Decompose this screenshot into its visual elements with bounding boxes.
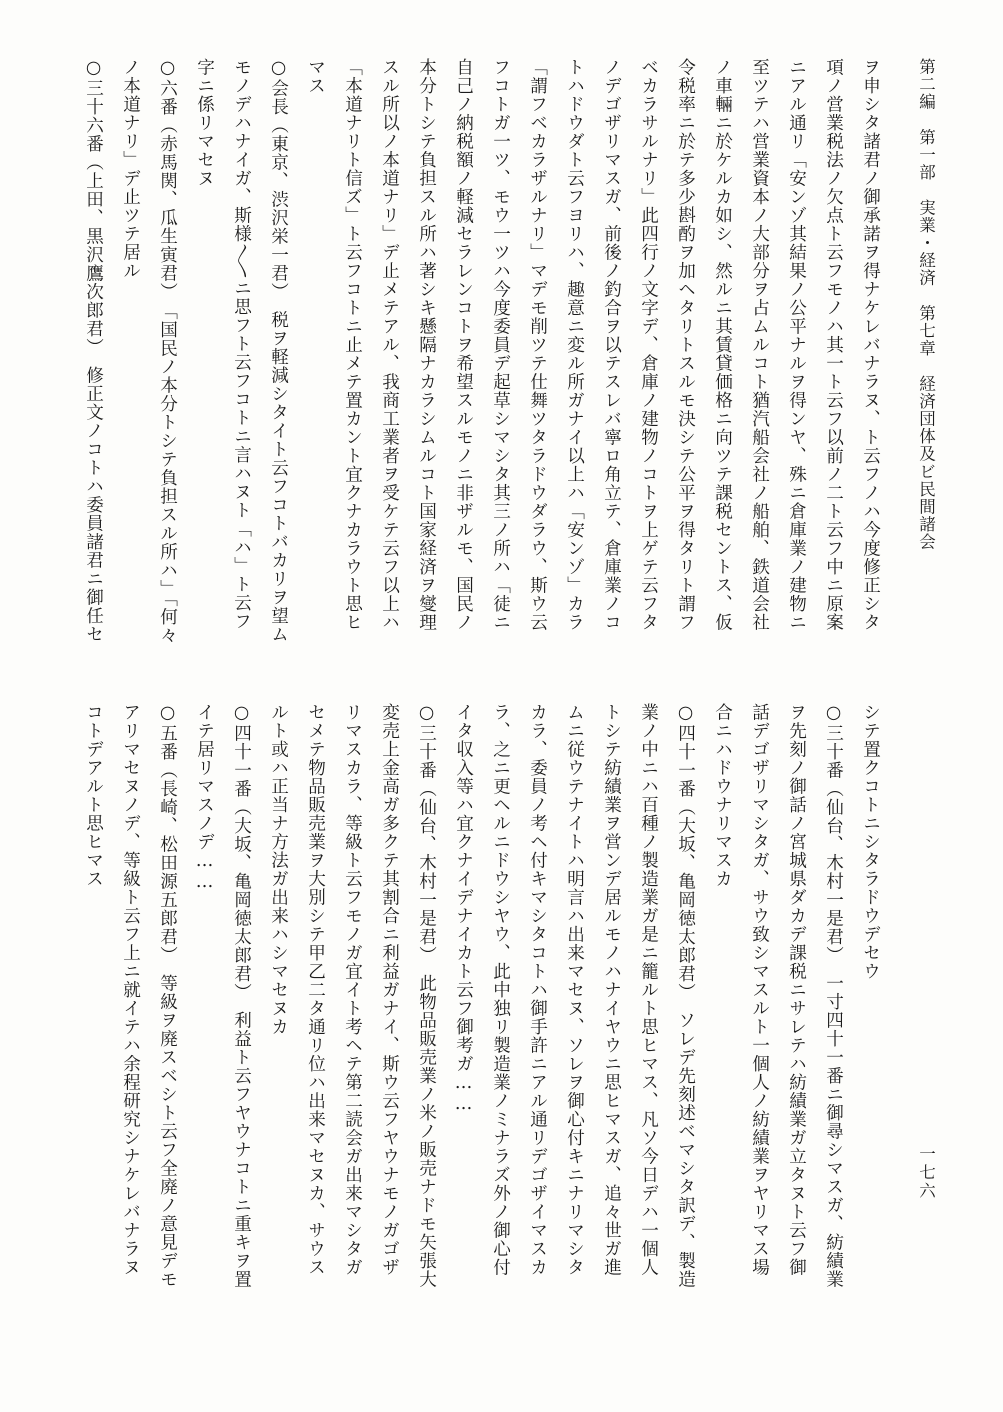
text-column: 至ツテハ営業資本ノ大部分ヲ占ムルコト猶汽船会社ノ船舶、鉄道会社 [749,58,770,632]
text-column: ○三十番（仙台、木村一是君） 此物品販売業ノ米ノ販売ナドモ矢張大 [416,703,437,1289]
text-column: 本分トシテ負担スル所ハ著シキ懸隔ナカラシムルコト国家経済ヲ燮理 [416,58,437,632]
text-column: 「謂フベカラザルナリ」マデモ削ツテ仕舞ツタラドウダラウ、斯ウ云 [527,58,548,632]
text-column: マス [305,58,326,95]
text-column: イテ居リマスノデ…… [194,703,215,893]
text-column: イタ収入等ハ宜クナイデナイカト云フ御考ガ…… [453,703,474,1115]
running-head: 第二編 第一部 実業・経済 第七章 経済団体及ビ民間諸会 [916,58,936,551]
text-column: 自己ノ納税額ノ軽減セラレンコトヲ希望スルモノニ非ザルモ、国民ノ [453,58,474,632]
text-column: ○四十一番（大坂、亀岡徳太郎君） 利益ト云フヤウナコトニ重キヲ置 [231,703,252,1289]
text-column: スル所以ノ本道ナリ」デ止メテアル、我商工業者ヲ受ケテ云フ以上ハ [379,58,400,632]
text-column: ニアル通リ「安ンゾ其結果ノ公平ナルヲ得ンヤ、殊ニ倉庫業ノ建物ニ [786,58,807,632]
text-column: トハドウダト云フヨリハ、趣意ニ変ル所ガナイ以上ハ「安ンゾ」カラ [564,58,585,632]
text-column: ヲ申シタ諸君ノ御承諾ヲ得ナケレバナラヌ、ト云フノハ今度修正シタ [860,58,881,632]
text-column: カラ、委員ノ考ヘ付キマシタコトハ御手許ニアル通リデゴザイマスカ [527,703,548,1277]
text-column: トシテ紡績業ヲ営ンデ居ルモノハナイヤウニ思ヒマスガ、追々世ガ進 [601,703,622,1277]
text-column: リマスカラ、等級ト云フモノガ宜イト考ヘテ第二読会ガ出来マシタガ [342,703,363,1277]
text-column: ノデゴザリマスガ、前後ノ釣合ヲ以テスレバ寧ロ角立テ、倉庫業ノコ [601,58,622,632]
text-column: ノ車輛ニ於ケルカ如シ、然ルニ其賃貸価格ニ向ツテ課税セントス、仮 [712,58,733,632]
text-column: ○会長（東京、渋沢栄一君） 税ヲ軽減シタイト云フコトバカリヲ望ム [268,58,289,644]
text-column: フコトガ一ツ、モウ一ツハ今度委員デ起草シマシタ其三ノ所ハ「徒ニ [490,58,511,632]
text-column: ベカラサルナリ」此四行ノ文字デ、倉庫ノ建物ノコトヲ上ゲテ云フタ [638,58,659,632]
text-column: モノデハナイガ、斯様〳〵ニ思フト云フコトニ言ハヌト「ハ」ト云フ [231,58,252,631]
text-column: ○四十一番（大坂、亀岡徳太郎君） ソレデ先刻述ベマシタ訳デ、製造 [675,703,696,1289]
text-column: ○六番（赤馬関、瓜生寅君） 「国民ノ本分トシテ負担スル所ハ」「何々 [157,58,178,645]
text-column: 業ノ中ニハ百種ノ製造業ガ是ニ籠ルト思ヒマス、凡ソ今日デハ一個人 [638,703,659,1277]
text-column: 変売上金高ガ多クテ其割合ニ利益ガナイ、斯ウ云フヤウナモノガゴザ [379,703,400,1277]
text-column: ムニ従ウテナイトハ明言ハ出来マセヌ、ソレヲ御心付キニナリマシタ [564,703,585,1277]
text-column: 話デゴザリマシタガ、サウ致シマスルト一個人ノ紡績業ヲヤリマス場 [749,703,770,1277]
text-column: セメテ物品販売業ヲ大別シテ甲乙二タ通リ位ハ出来マセヌカ、サウス [305,703,326,1277]
text-column: ○三十番（仙台、木村一是君） 一寸四十一番ニ御尋シマスガ、紡績業 [823,703,844,1289]
text-column: 字ニ係リマセヌ [194,58,215,188]
text-column: ○三十六番（上田、黒沢鷹次郎君） 修正文ノコトハ委員諸君ニ御任セ [83,58,104,644]
text-column: ヲ先刻ノ御話ノ宮城県ダカデ課税ニサレテハ紡績業ガ立タヌト云フ御 [786,703,807,1277]
text-column: ルト或ハ正当ナ方法ガ出来ハシマセヌカ [268,703,289,1036]
page-number: 一七六 [916,1145,936,1201]
text-column: 項ノ営業税法ノ欠点ト云フモノハ其一ト云フ以前ノ二ト云フ中ニ原案 [823,58,844,632]
text-column: シテ置クコトニシタラドウデセウ [860,703,881,981]
text-column: ノ本道ナリ」デ止ツテ居ル [120,58,141,280]
text-column: コトデアルト思ヒマス [83,703,104,888]
text-column: 「本道ナリト信ズ」ト云フコトニ止メテ置カント宜クナカラウト思ヒ [342,58,363,632]
text-column: 令税率ニ於テ多少斟酌ヲ加ヘタリトスルモ決シテ公平ヲ得タリト謂フ [675,58,696,632]
text-column: 合ニハドウナリマスカ [712,703,733,888]
text-column: ○五番（長崎、松田源五郎君） 等級ヲ廃スベシト云フ全廃ノ意見デモ [157,703,178,1289]
text-column: ラ、之ニ更ヘルニドウシヤウ、此中独リ製造業ノミナラズ外ノ御心付 [490,703,511,1277]
text-column: アリマセヌノデ、等級ト云フ上ニ就イテハ余程研究シナケレバナラヌ [120,703,141,1277]
